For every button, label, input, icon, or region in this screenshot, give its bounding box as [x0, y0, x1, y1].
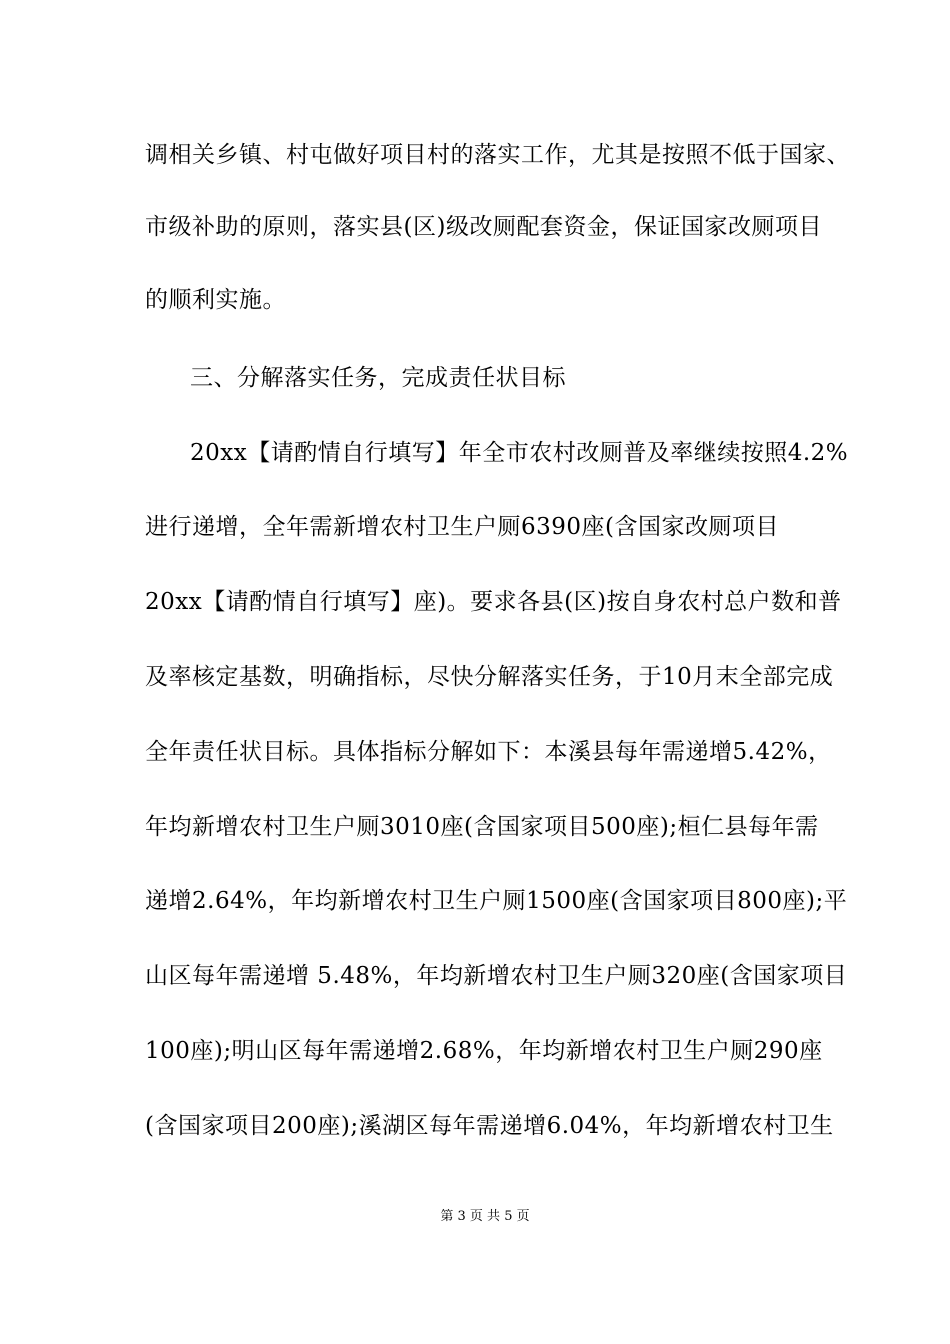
paragraph-line-12: 山区每年需递增 5.48%，年均新增农村卫生户厕320座(含国家项目: [145, 963, 848, 989]
paragraph-line-13: 100座);明山区每年需递增2.68%，年均新增农村卫生户厕290座: [145, 1038, 823, 1064]
paragraph-line-5: 20xx【请酌情自行填写】年全市农村改厕普及率继续按照4.2%: [190, 440, 849, 466]
paragraph-line-14: (含国家项目200座);溪湖区每年需递增6.04%，年均新增农村卫生: [145, 1113, 834, 1139]
paragraph-line-1: 调相关乡镇、村屯做好项目村的落实工作，尤其是按照不低于国家、: [145, 142, 850, 168]
paragraph-line-6: 进行递增，全年需新增农村卫生户厕6390座(含国家改厕项目: [145, 514, 780, 540]
page-number-footer: 第 3 页 共 5 页: [440, 1209, 530, 1224]
paragraph-line-10: 年均新增农村卫生户厕3010座(含国家项目500座);桓仁县每年需: [145, 814, 819, 840]
paragraph-line-11: 递增2.64%，年均新增农村卫生户厕1500座(含国家项目800座);平: [145, 888, 848, 914]
paragraph-line-9: 全年责任状目标。具体指标分解如下：本溪县每年需递增5.42%，: [145, 739, 832, 765]
section-heading: 三、分解落实任务，完成责任状目标: [190, 365, 566, 391]
paragraph-line-3: 的顺利实施。: [145, 287, 286, 313]
paragraph-line-8: 及率核定基数，明确指标，尽快分解落实任务，于10月末全部完成: [145, 664, 834, 690]
paragraph-line-7: 20xx【请酌情自行填写】座)。要求各县(区)按自身农村总户数和普: [145, 589, 842, 615]
paragraph-line-2: 市级补助的原则，落实县(区)级改厕配套资金，保证国家改厕项目: [145, 214, 822, 240]
